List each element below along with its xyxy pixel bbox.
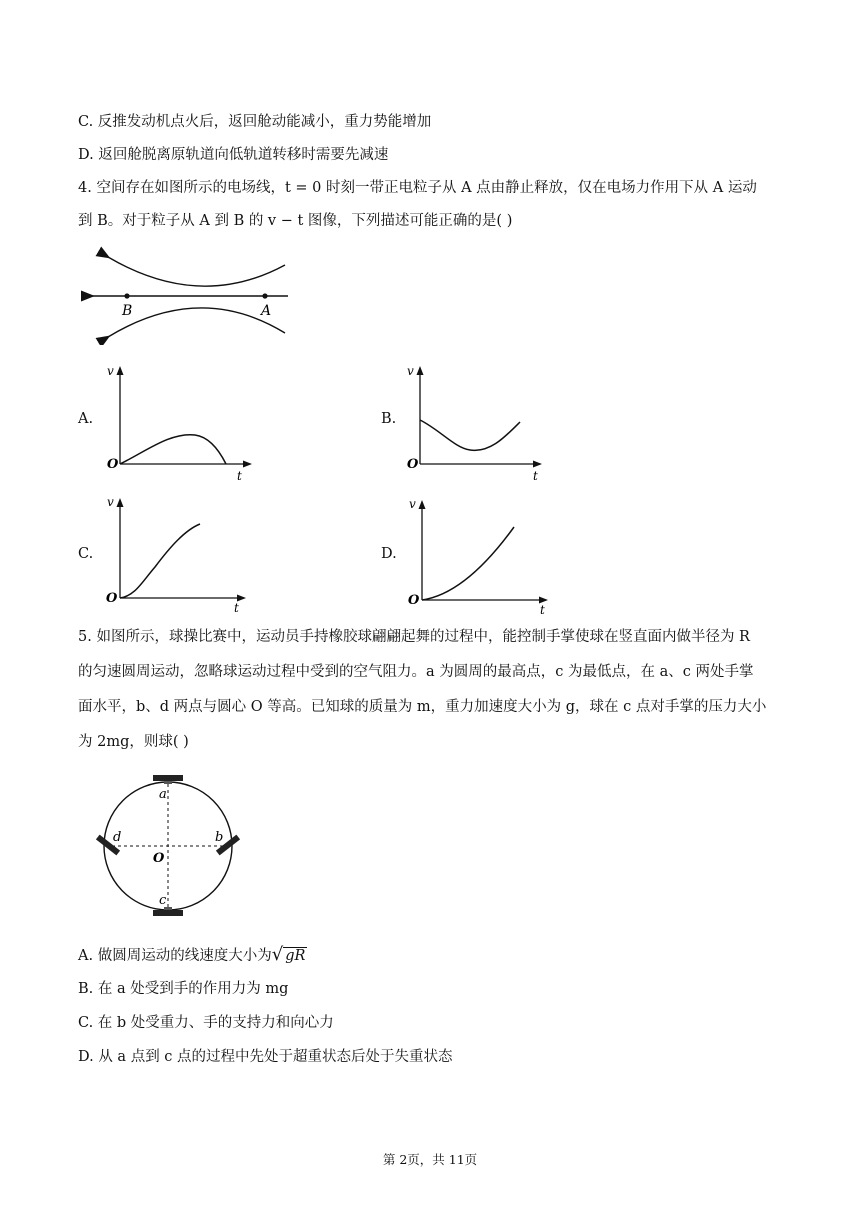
graph-option-c <box>100 492 260 617</box>
svg-text:O: O <box>408 593 420 608</box>
q3-option-c: C. 反推发动机点火后，返回舱动能减小，重力势能增加 <box>78 114 432 130</box>
q3-option-d: D. 返回舱脱离原轨道向低轨道转移时需要先减速 <box>78 147 389 163</box>
q5-option-d: D. 从 a 点到 c 点的过程中先处于超重状态后处于失重状态 <box>78 1049 453 1065</box>
q4-option-d-label: D. <box>381 546 397 562</box>
q4-stem-line1: 4. 空间存在如图所示的电场线，t = 0 时刻一带正电粒子从 A 点由静止释放，仅在电场力作用下从 A 运动 <box>78 180 757 196</box>
q4-option-b-label: B. <box>381 411 397 427</box>
svg-text:t: t <box>237 469 242 483</box>
circular-motion-diagram <box>85 770 255 920</box>
svg-text:a: a <box>159 787 167 802</box>
point-b <box>124 293 129 298</box>
svg-text:t: t <box>234 601 239 615</box>
svg-text:O: O <box>407 457 419 472</box>
q5-option-a: A. 做圆周运动的线速度大小为√ gR <box>78 944 306 965</box>
curve-option-d <box>422 527 514 600</box>
electric-field-diagram <box>80 245 300 345</box>
curve-option-c <box>120 524 200 598</box>
page-footer: 第 2页，共 11页 <box>382 1152 478 1167</box>
graph-option-a <box>100 362 260 487</box>
q4-stem-line2: 到 B。对于粒子从 A 到 B 的 v − t 图像，下列描述可能正确的是( ) <box>78 213 513 229</box>
svg-text:O: O <box>106 591 118 606</box>
q5-stem-line3: 面水平，b、d 两点与圆心 O 等高。已知球的质量为 m，重力加速度大小为 g，球在 c 点对手掌的压力大小 <box>78 699 767 715</box>
curve-option-a <box>120 435 226 464</box>
svg-text:O: O <box>107 457 119 472</box>
svg-text:v: v <box>107 495 114 509</box>
svg-text:t: t <box>533 469 538 483</box>
point-a <box>262 293 267 298</box>
svg-text:b: b <box>215 830 224 845</box>
label-a: A <box>261 303 272 319</box>
graph-option-b <box>400 362 560 487</box>
q5-stem-line2: 的匀速圆周运动，忽略球运动过程中受到的空气阻力。a 为圆周的最高点，c 为最低点，在 a、c 两处手掌 <box>78 664 754 680</box>
q5-option-c: C. 在 b 处受重力、手的支持力和向心力 <box>78 1015 334 1031</box>
field-line-top <box>108 257 285 286</box>
q5-stem-line4: 为 2mg，则球( ) <box>78 734 189 750</box>
hand-a <box>153 775 183 781</box>
curve-option-b <box>420 420 520 450</box>
svg-text:c: c <box>159 893 167 908</box>
hand-c <box>153 910 183 916</box>
q5-option-b: B. 在 a 处受到手的作用力为 mg <box>78 981 289 997</box>
svg-text:v: v <box>107 364 114 378</box>
label-b: B <box>122 303 133 319</box>
field-line-bottom <box>108 308 285 337</box>
svg-text:d: d <box>113 830 122 845</box>
q4-option-a-label: A. <box>78 411 94 427</box>
sqrt-symbol: √ <box>271 944 284 965</box>
svg-text:t: t <box>540 603 545 617</box>
sqrt-radicand: gR <box>285 948 306 964</box>
svg-text:v: v <box>409 497 416 511</box>
graph-option-d <box>400 492 560 617</box>
svg-text:v: v <box>407 364 414 378</box>
q4-option-c-label: C. <box>78 546 94 562</box>
svg-text:O: O <box>153 851 165 866</box>
q5-stem-line1: 5. 如图所示，球操比赛中，运动员手持橡胶球翩翩起舞的过程中，能控制手掌使球在竖直面内做半径为 R <box>78 629 750 645</box>
